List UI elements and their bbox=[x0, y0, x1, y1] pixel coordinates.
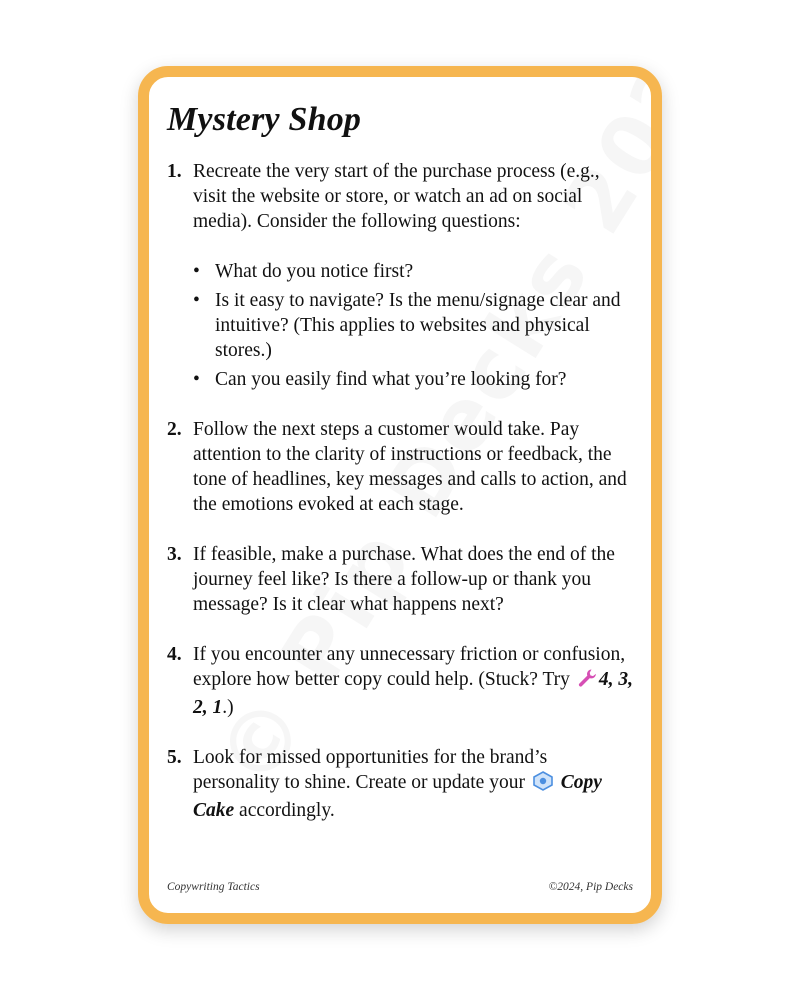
step-number: 3. bbox=[167, 544, 182, 565]
bullet-icon: • bbox=[193, 369, 200, 390]
step-text: Look for missed opportunities for the brand’s personality to shine. Create or update your bbox=[193, 747, 548, 793]
step-4 bbox=[167, 642, 637, 720]
tactic-link-copy-cake[interactable]: Copy Cake bbox=[193, 772, 602, 821]
list-item bbox=[193, 259, 637, 284]
footer-copyright: ©2024, Pip Decks bbox=[548, 881, 633, 893]
copy-cake-icon[interactable] bbox=[532, 771, 554, 798]
step-text: Recreate the very start of the purchase process (e.g., visit the website or store, or watch an ad on social media). Consider the following questions: bbox=[193, 161, 600, 232]
step-number: 2. bbox=[167, 419, 182, 440]
bullet-text: Can you easily find what you’re looking for? bbox=[215, 369, 567, 390]
step-text: If feasible, make a purchase. What does the end of the journey feel like? Is there a follow-up or thank you message? Is it clear what happens next? bbox=[193, 544, 615, 615]
footer-deck-name: Copywriting Tactics bbox=[167, 881, 260, 893]
step-number: 4. bbox=[167, 644, 182, 665]
bullet-icon: • bbox=[193, 290, 200, 311]
wrench-icon[interactable] bbox=[577, 668, 597, 695]
bullet-text: Is it easy to navigate? Is the menu/signage clear and intuitive? (This applies to websites and physical stores.) bbox=[215, 290, 621, 361]
step-1 bbox=[167, 159, 637, 392]
bullet-text: What do you notice first? bbox=[215, 261, 414, 282]
step-number: 1. bbox=[167, 161, 182, 182]
step-3 bbox=[167, 542, 637, 617]
step-5 bbox=[167, 745, 637, 823]
steps-list bbox=[167, 159, 637, 848]
tactic-card bbox=[138, 66, 662, 924]
step-text: If you encounter any unnecessary friction or confusion, explore how better copy could help. (Stuck? Try bbox=[193, 644, 626, 690]
card-title: Mystery Shop bbox=[167, 101, 362, 138]
step-text-end: accordingly. bbox=[239, 800, 335, 821]
question-list bbox=[193, 259, 637, 392]
step-2 bbox=[167, 417, 637, 517]
list-item bbox=[193, 367, 637, 392]
step-text-end: .) bbox=[222, 697, 234, 718]
step-text: Follow the next steps a customer would take. Pay attention to the clarity of instructions or feedback, the tone of headlines, key messages and calls to action, and the emotions evoked at each stage. bbox=[193, 419, 627, 515]
step-number: 5. bbox=[167, 747, 182, 768]
list-item bbox=[193, 288, 637, 363]
bullet-icon: • bbox=[193, 261, 200, 282]
tactic-link-4321[interactable]: 4, 3, 2, 1 bbox=[193, 669, 633, 718]
